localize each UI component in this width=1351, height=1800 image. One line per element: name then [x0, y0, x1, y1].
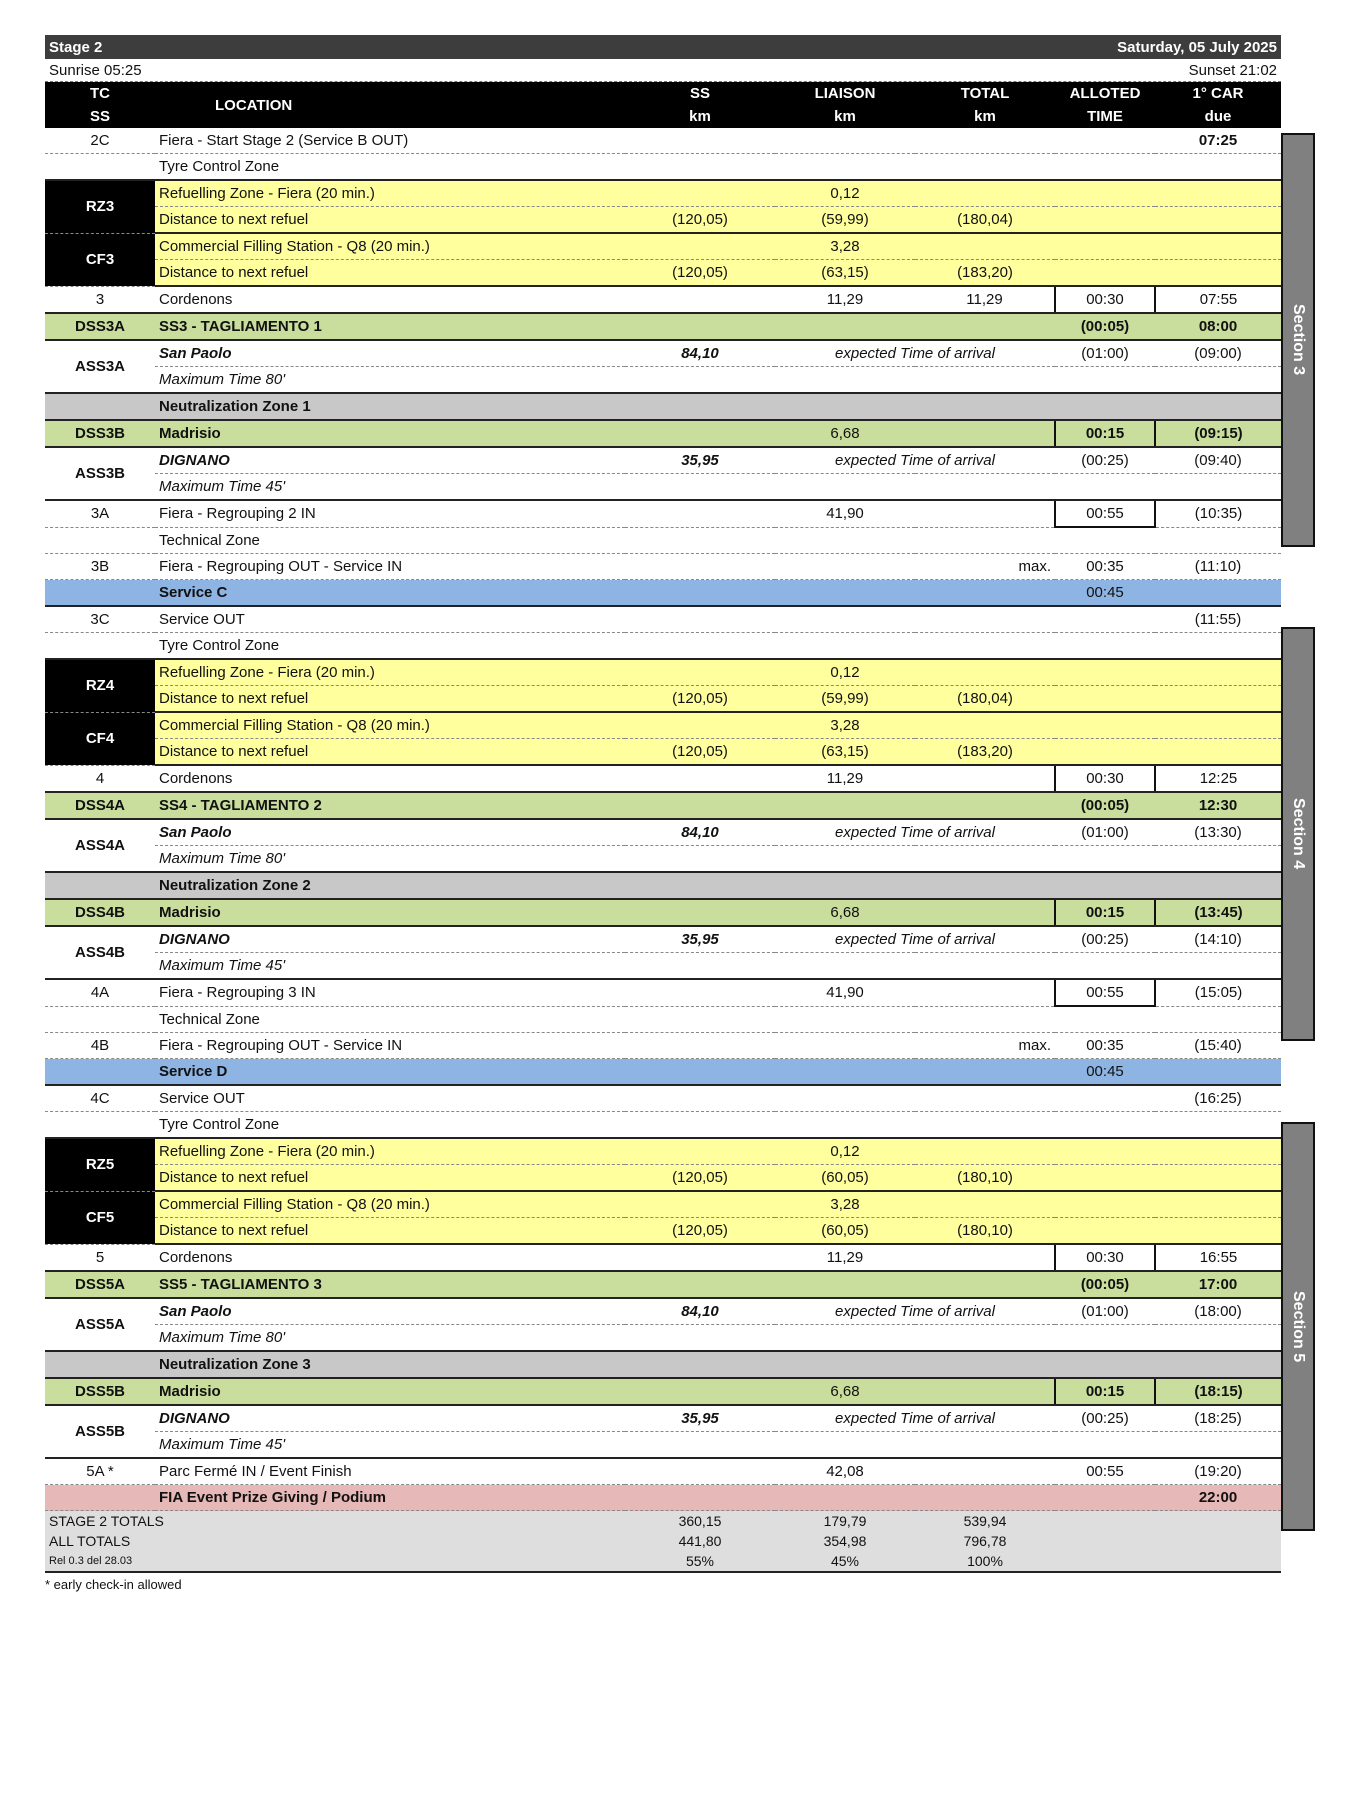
- col-header-time: TIME: [1055, 105, 1155, 128]
- table-row-stage-arrival: Maximum Time 80': [45, 1325, 1281, 1352]
- section-4-tab: Section 4: [1281, 627, 1315, 1041]
- table-row: 2C Fiera - Start Stage 2 (Service B OUT) 07:25: [45, 128, 1281, 154]
- section-5-tab: Section 5: [1281, 1122, 1315, 1531]
- table-row-neutralization: Neutralization Zone 2: [45, 872, 1281, 899]
- table-row-refuel: RZ3 Refuelling Zone - Fiera (20 min.) 0,12: [45, 180, 1281, 207]
- sunrise-time: Sunrise 05:25: [49, 61, 142, 79]
- col-header-location: LOCATION: [155, 82, 625, 128]
- col-header-total-km: km: [915, 105, 1055, 128]
- table-row-stage-arrival: Maximum Time 80': [45, 846, 1281, 873]
- table-row: Tyre Control Zone: [45, 1112, 1281, 1139]
- table-row-stage-arrival: ASS3B DIGNANO 35,95 expected Time of arrival (00:25) (09:40): [45, 447, 1281, 474]
- table-row-stage-arrival: Maximum Time 80': [45, 367, 1281, 394]
- table-row: 3A Fiera - Regrouping 2 IN 41,90 00:55 (10:35): [45, 500, 1281, 527]
- table-row: 4B Fiera - Regrouping OUT - Service IN max. 00:35 (15:40): [45, 1033, 1281, 1059]
- table-row-refuel: RZ5 Refuelling Zone - Fiera (20 min.) 0,12: [45, 1138, 1281, 1165]
- table-row: 5 Cordenons 11,29 00:30 16:55: [45, 1244, 1281, 1271]
- table-row-stage-arrival: Maximum Time 45': [45, 474, 1281, 501]
- table-row: Technical Zone: [45, 527, 1281, 554]
- col-header-tc: TC: [45, 82, 155, 105]
- table-body: [45, 128, 1281, 1572]
- table-row-stage-start: DSS5B Madrisio 6,68 00:15 (18:15): [45, 1378, 1281, 1405]
- col-header-ss: SS: [625, 82, 775, 105]
- table-row-stage-arrival: ASS3A San Paolo 84,10 expected Time of arrival (01:00) (09:00): [45, 340, 1281, 367]
- table-row-refuel: CF5 Commercial Filling Station - Q8 (20 min.) 3,28: [45, 1191, 1281, 1218]
- totals-row-all: ALL TOTALS 441,80 354,98 796,78: [45, 1531, 1281, 1551]
- table-row-stage-start: DSS4B Madrisio 6,68 00:15 (13:45): [45, 899, 1281, 926]
- table-row-stage-arrival: ASS5B DIGNANO 35,95 expected Time of arrival (00:25) (18:25): [45, 1405, 1281, 1432]
- col-header-ss-km: km: [625, 105, 775, 128]
- table-row-stage-start: DSS5A SS5 - TAGLIAMENTO 3 (00:05) 17:00: [45, 1271, 1281, 1298]
- stage-title: Stage 2: [49, 38, 103, 56]
- col-header-due: due: [1155, 105, 1281, 128]
- table-row-stage-start: DSS4A SS4 - TAGLIAMENTO 2 (00:05) 12:30: [45, 792, 1281, 819]
- footnote: * early check-in allowed: [45, 1577, 182, 1592]
- table-row-refuel: Distance to next refuel (120,05) (63,15) (183,20): [45, 260, 1281, 287]
- table-row-stage-arrival: Maximum Time 45': [45, 1432, 1281, 1459]
- table-row-neutralization: Neutralization Zone 1: [45, 393, 1281, 420]
- table-row-stage-arrival: ASS4A San Paolo 84,10 expected Time of arrival (01:00) (13:30): [45, 819, 1281, 846]
- table-row-refuel: RZ4 Refuelling Zone - Fiera (20 min.) 0,12: [45, 659, 1281, 686]
- table-row: 3B Fiera - Regrouping OUT - Service IN max. 00:35 (11:10): [45, 554, 1281, 580]
- table-row-refuel: CF4 Commercial Filling Station - Q8 (20 min.) 3,28: [45, 712, 1281, 739]
- table-row: 4C Service OUT (16:25): [45, 1085, 1281, 1112]
- col-header-liaison: LIAISON: [775, 82, 915, 105]
- sun-times-bar: [45, 59, 1281, 82]
- itinerary-table: [45, 82, 1281, 1573]
- table-header: [45, 82, 1281, 128]
- section-3-tab: Section 3: [1281, 133, 1315, 547]
- table-row-refuel: Distance to next refuel (120,05) (59,99) (180,04): [45, 686, 1281, 713]
- table-row-stage-start: DSS3A SS3 - TAGLIAMENTO 1 (00:05) 08:00: [45, 313, 1281, 340]
- itinerary-sheet: [45, 35, 1281, 1592]
- table-row-refuel: Distance to next refuel (120,05) (63,15) (183,20): [45, 739, 1281, 766]
- table-row-service: Service D 00:45: [45, 1059, 1281, 1086]
- table-row: 3 Cordenons 11,29 11,29 00:30 07:55: [45, 286, 1281, 313]
- table-row: Tyre Control Zone: [45, 633, 1281, 660]
- table-row: 4A Fiera - Regrouping 3 IN 41,90 00:55 (15:05): [45, 979, 1281, 1006]
- table-row-neutralization: Neutralization Zone 3: [45, 1351, 1281, 1378]
- col-header-liaison-km: km: [775, 105, 915, 128]
- table-row-stage-arrival: Maximum Time 45': [45, 953, 1281, 980]
- table-row-refuel: Distance to next refuel (120,05) (60,05) (180,10): [45, 1165, 1281, 1192]
- table-row: 4 Cordenons 11,29 00:30 12:25: [45, 765, 1281, 792]
- totals-row-percent: Rel 0.3 del 28.03 55% 45% 100%: [45, 1551, 1281, 1572]
- sunset-time: Sunset 21:02: [1188, 61, 1277, 79]
- table-row: 5A * Parc Fermé IN / Event Finish 42,08 00:55 (19:20): [45, 1458, 1281, 1485]
- table-row-refuel: Distance to next refuel (120,05) (59,99) (180,04): [45, 207, 1281, 234]
- table-row-podium: FIA Event Prize Giving / Podium 22:00: [45, 1485, 1281, 1511]
- stage-date: Saturday, 05 July 2025: [1117, 38, 1277, 56]
- table-row: Technical Zone: [45, 1006, 1281, 1033]
- totals-row-stage: STAGE 2 TOTALS 360,15 179,79 539,94: [45, 1511, 1281, 1532]
- table-row: Tyre Control Zone: [45, 154, 1281, 181]
- table-row-refuel: CF3 Commercial Filling Station - Q8 (20 min.) 3,28: [45, 233, 1281, 260]
- table-row-stage-arrival: ASS5A San Paolo 84,10 expected Time of arrival (01:00) (18:00): [45, 1298, 1281, 1325]
- table-row: 3C Service OUT (11:55): [45, 606, 1281, 633]
- col-header-total: TOTAL: [915, 82, 1055, 105]
- col-header-alloted: ALLOTED: [1055, 82, 1155, 105]
- stage-title-bar: [45, 35, 1281, 59]
- table-row-service: Service C 00:45: [45, 580, 1281, 607]
- table-row-refuel: Distance to next refuel (120,05) (60,05) (180,10): [45, 1218, 1281, 1245]
- table-row-stage-start: DSS3B Madrisio 6,68 00:15 (09:15): [45, 420, 1281, 447]
- col-header-ss-sub: SS: [45, 105, 155, 128]
- table-row-stage-arrival: ASS4B DIGNANO 35,95 expected Time of arrival (00:25) (14:10): [45, 926, 1281, 953]
- col-header-car: 1° CAR: [1155, 82, 1281, 105]
